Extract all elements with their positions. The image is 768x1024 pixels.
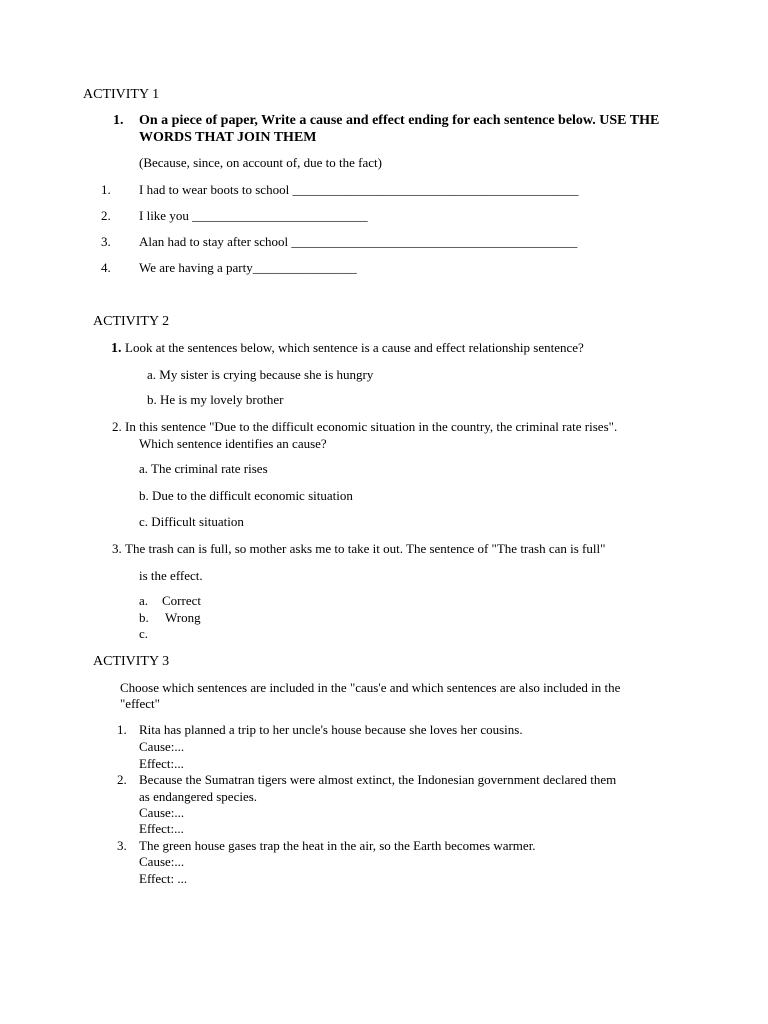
activity-3-instruction-line-2: "effect" <box>120 696 160 711</box>
activity-3-instruction-line-1: Choose which sentences are included in the "caus'e and which sentences are also included in the <box>120 680 621 695</box>
activity-1-item-4-number: 4. <box>101 260 111 275</box>
activity-2-question-2-option-b: b. Due to the difficult economic situation <box>139 488 353 503</box>
activity-2-question-3-line-2: is the effect. <box>139 568 203 583</box>
activity-3-item-3-text: The green house gases trap the heat in the air, so the Earth becomes warmer. <box>139 838 536 853</box>
activity-3-item-3-effect: Effect: ... <box>139 871 188 886</box>
activity-2-question-2-line-1: In this sentence "Due to the difficult economic situation in the country, the criminal rate rises". <box>125 419 618 434</box>
activity-2-question-2-option-a: a. The criminal rate rises <box>139 461 268 476</box>
activity-3-item-1-number: 1. <box>117 722 127 737</box>
activity-2-question-3-line-1: The trash can is full, so mother asks me to take it out. The sentence of "The trash can is full" <box>125 541 606 556</box>
activity-1-instruction-line-2: WORDS THAT JOIN THEM <box>139 130 317 145</box>
activity-2-question-2-line-2: Which sentence identifies an cause? <box>139 436 327 451</box>
activity-1-item-2-text: I like you ___________________________ <box>139 208 368 223</box>
activity-3-item-2-number: 2. <box>117 772 127 787</box>
activity-3-heading: ACTIVITY 3 <box>93 654 170 669</box>
activity-1-item-1-text: I had to wear boots to school ____________________________________________ <box>139 182 579 197</box>
activity-2-question-3-option-a-letter: a. <box>139 593 149 608</box>
activity-2-question-2-number: 2. <box>112 419 122 434</box>
activity-1-item-3-number: 3. <box>101 234 111 249</box>
activity-3-item-3-cause: Cause:... <box>139 854 185 869</box>
activity-1-item-1-number: 1. <box>101 182 111 197</box>
activity-1-item-2-number: 2. <box>101 208 111 223</box>
activity-3-item-1-effect: Effect:... <box>139 756 184 771</box>
activity-3-item-2-effect: Effect:... <box>139 821 184 836</box>
activity-2-question-1-text: Look at the sentences below, which sentence is a cause and effect relationship sentence? <box>125 340 584 355</box>
activity-1-heading: ACTIVITY 1 <box>83 87 160 102</box>
activity-2-question-1-option-a: a. My sister is crying because she is hungry <box>147 367 374 382</box>
activity-1-instruction-number: 1. <box>113 113 124 128</box>
activity-3-item-2-cause: Cause:... <box>139 805 185 820</box>
activity-1-item-3-text: Alan had to stay after school ____________________________________________ <box>139 234 578 249</box>
activity-2-question-2-option-c: c. Difficult situation <box>139 514 244 529</box>
activity-3-item-2-text-line-2: as endangered species. <box>139 789 258 804</box>
activity-3-item-1-text: Rita has planned a trip to her uncle's house because she loves her cousins. <box>139 722 523 737</box>
activity-2-question-3-number: 3. <box>112 541 122 556</box>
activity-2-question-3-option-b-text: Wrong <box>165 610 201 625</box>
activity-3-item-3-number: 3. <box>117 838 127 853</box>
activity-1-instruction-line-1: On a piece of paper, Write a cause and effect ending for each sentence below. USE THE <box>139 113 660 128</box>
activity-1-connectors: (Because, since, on account of, due to the fact) <box>139 155 382 170</box>
activity-1-item-4-text: We are having a party________________ <box>139 260 357 275</box>
activity-2-question-3-option-b-letter: b. <box>139 610 149 625</box>
activity-2-question-3-option-c-letter: c. <box>139 626 149 641</box>
activity-3-item-2-text-line-1: Because the Sumatran tigers were almost extinct, the Indonesian government declared them <box>139 772 617 787</box>
activity-2-heading: ACTIVITY 2 <box>93 314 170 329</box>
activity-2-question-3-option-a-text: Correct <box>162 593 201 608</box>
activity-2-question-1-option-b: b. He is my lovely brother <box>147 392 284 407</box>
activity-2-question-1-number: 1. <box>111 341 122 356</box>
activity-3-item-1-cause: Cause:... <box>139 739 185 754</box>
